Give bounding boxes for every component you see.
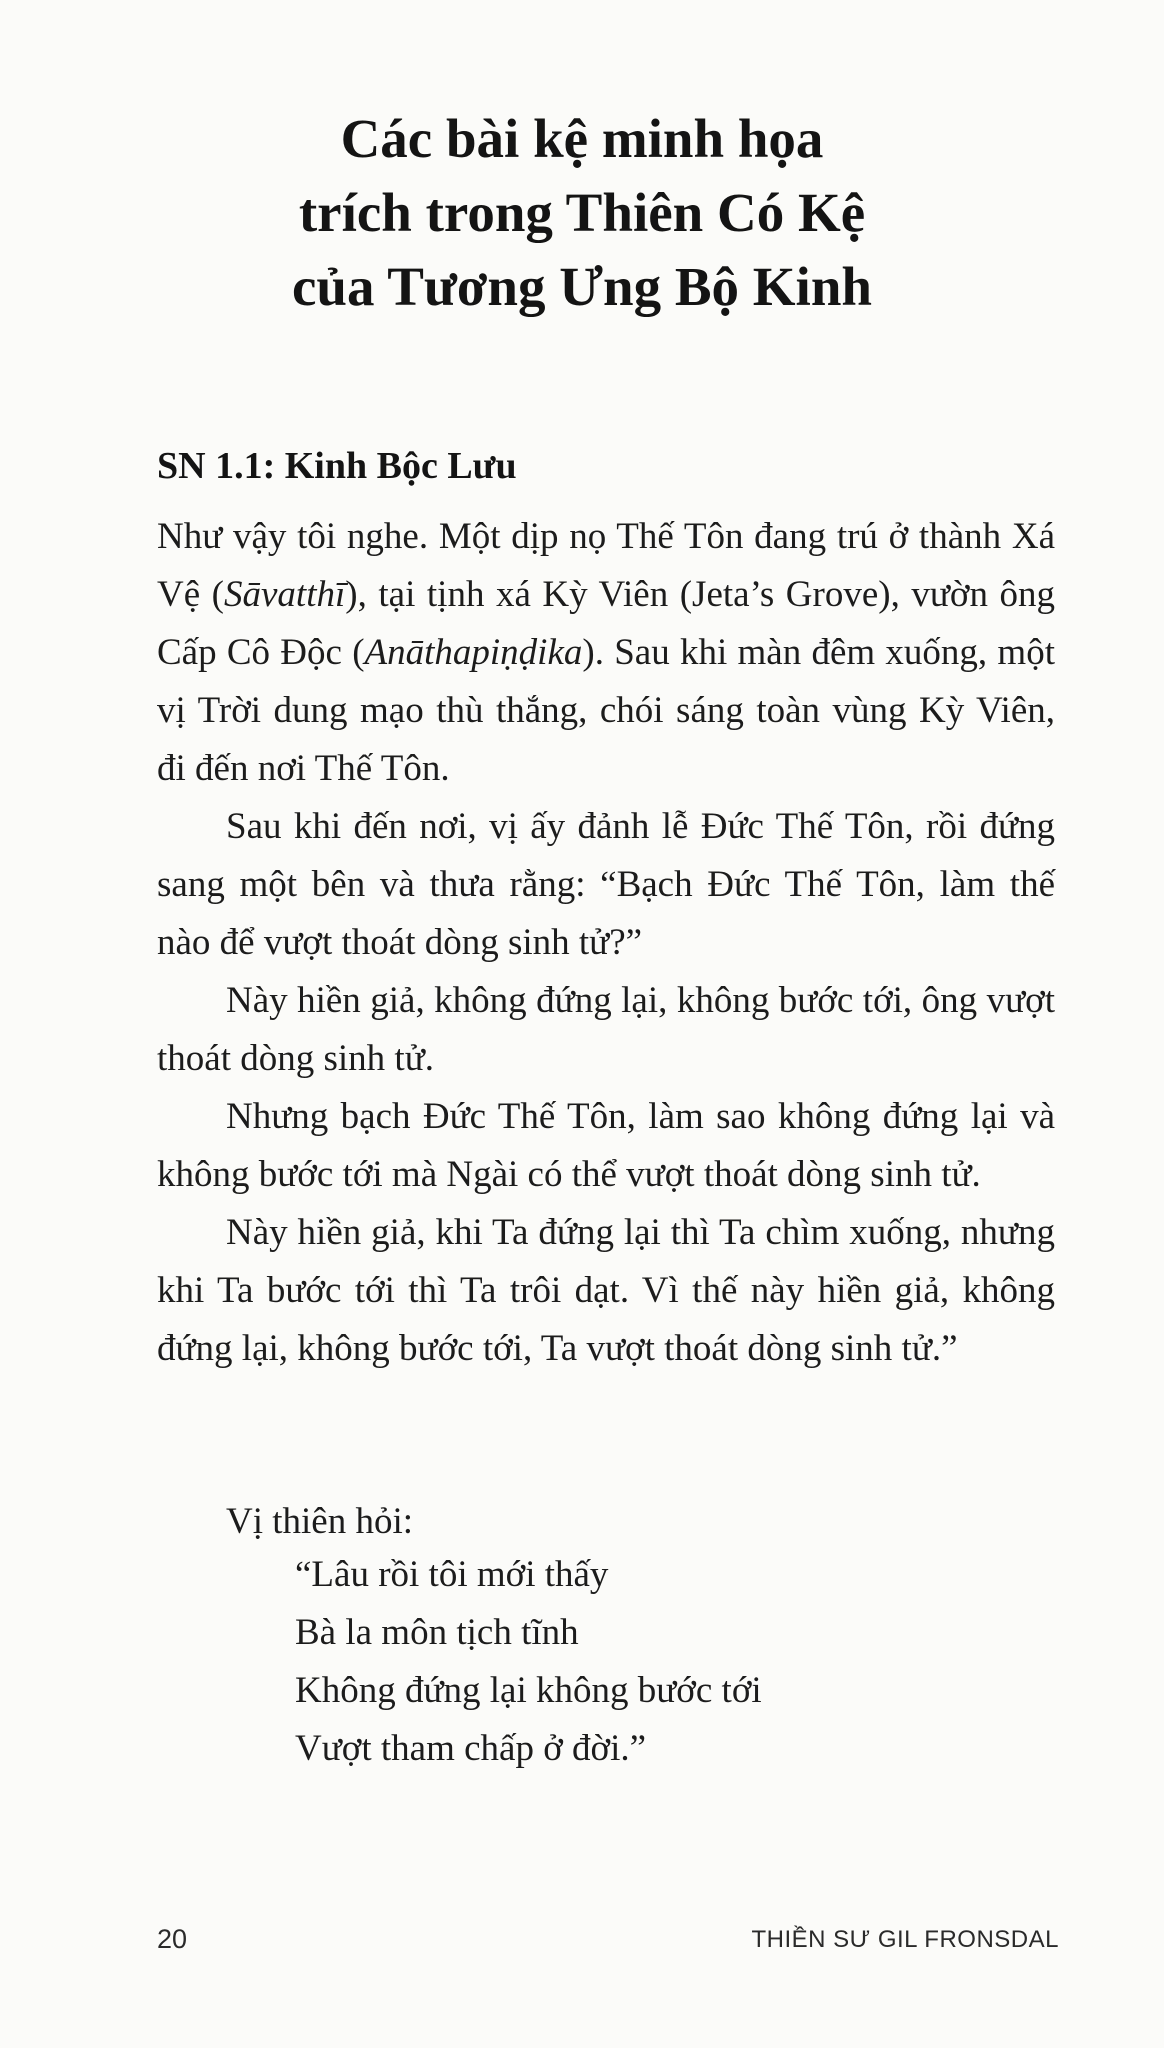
chapter-title-line: Các bài kệ minh họa [340,108,824,169]
pali-term: Anāthapiṇḍika [364,632,583,673]
verse-line: Không đứng lại không bước tới [295,1670,762,1711]
paragraph-text: ). Sau khi màn đêm xuống, một vị Trời dung mạo thù thắng, chói sáng toàn vùng Kỳ Viên, đi đến nơi Thế Tôn. [157,632,1055,789]
section-heading: SN 1.1: Kinh Bộc Lưu [157,445,517,487]
chapter-title-line: của Tương Ưng Bộ Kinh [291,256,873,317]
paragraph: Này hiền giả, khi Ta đứng lại thì Ta chìm xuống, nhưng khi Ta bước tới thì Ta trôi dạt. Vì thế này hiền giả, không đứng lại, không bước tới, Ta vượt thoát dòng sinh tử.” [157,1212,1055,1369]
paragraph: Sau khi đến nơi, vị ấy đảnh lễ Đức Thế Tôn, rồi đứng sang một bên và thưa rằng: “Bạch Đức Thế Tôn, làm thế nào để vượt thoát dòng sinh tử?” [157,806,1055,963]
verse-intro: Vị thiên hỏi: [226,1501,414,1542]
chapter-title [0,102,1164,324]
page-number: 20 [157,1924,188,1954]
verse-line: Vượt tham chấp ở đời.” [295,1728,647,1769]
verse [295,1546,762,1778]
paragraph-text: Như vậy tôi nghe. Một dịp nọ Thế Tôn đang trú ở thành Xá Vệ ( [157,516,1055,615]
running-footer-author: THIỀN SƯ GIL FRONSDAL [751,1926,1059,1953]
pali-term: Sāvatthī [224,574,346,615]
body-text [157,508,1055,1378]
verse-line: Bà la môn tịch tĩnh [295,1612,579,1653]
paragraph: Nhưng bạch Đức Thế Tôn, làm sao không đứng lại và không bước tới mà Ngài có thể vượt thoát dòng sinh tử. [157,1096,1055,1195]
verse-line: “Lâu rồi tôi mới thấy [295,1554,609,1595]
paragraph: Này hiền giả, không đứng lại, không bước tới, ông vượt thoát dòng sinh tử. [157,980,1055,1079]
paragraph-text: ), tại tịnh xá Kỳ Viên (Jeta’s Grove), vườn ông Cấp Cô Độc ( [157,574,1055,673]
chapter-title-line: trích trong Thiên Có Kệ [298,182,866,243]
paragraph [157,508,1055,798]
